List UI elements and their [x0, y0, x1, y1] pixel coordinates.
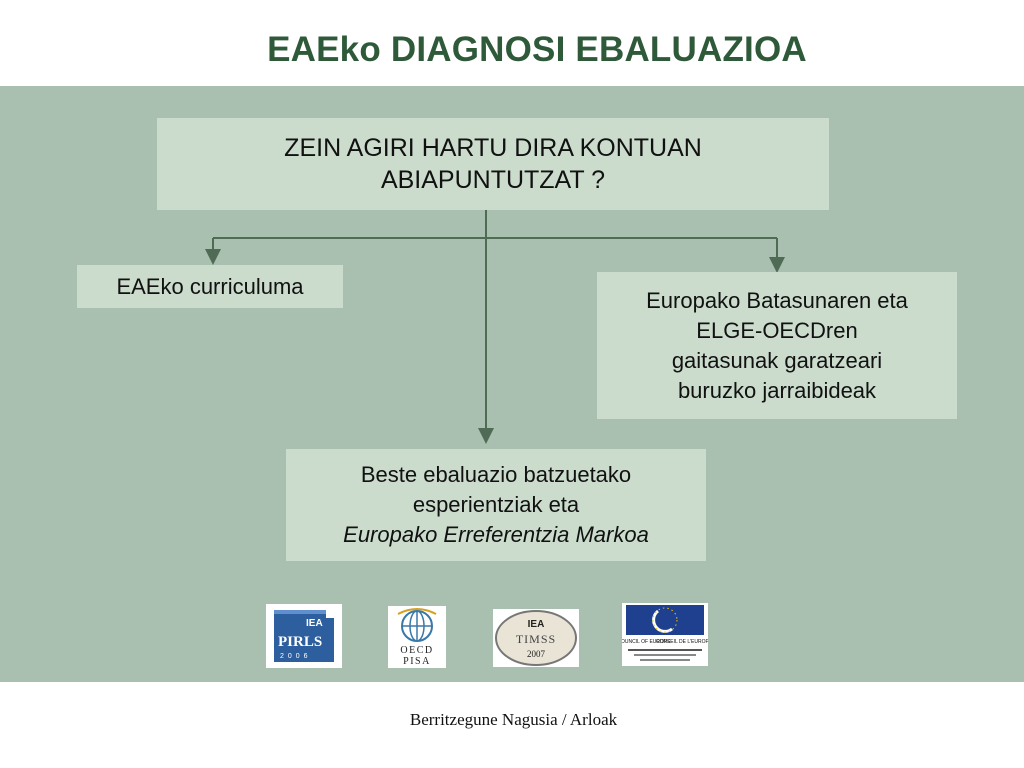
source-europe-line-2: ELGE-OECDren	[696, 317, 858, 343]
council-of-europe-logo	[622, 603, 708, 666]
source-other-line-2: esperientziak eta	[412, 492, 580, 517]
footer-credit: Berritzegune Nagusia / Arloak	[409, 710, 618, 729]
pirls-logo	[266, 604, 342, 668]
source-box-europe	[597, 272, 957, 419]
source-box-curriculum	[77, 265, 343, 308]
timss-org: IEA	[527, 619, 545, 630]
coe-left-text: COUNCIL OF EUROPE	[622, 639, 671, 645]
source-box-other-evaluations	[286, 449, 706, 561]
oecd-pisa-logo	[388, 606, 446, 668]
page-title: EAEko DIAGNOSI EBALUAZIOA	[267, 30, 807, 69]
pirls-org: IEA	[306, 618, 323, 629]
pirls-year: 2006	[280, 653, 312, 660]
timss-logo	[493, 609, 579, 667]
pirls-name: PIRLS	[278, 634, 323, 650]
timss-year: 2007	[527, 649, 545, 659]
source-europe-line-1: Europako Batasunaren eta	[646, 287, 908, 313]
coe-right-text: CONSEIL DE L'EUROPE	[655, 639, 708, 645]
question-line-1: ZEIN AGIRI HARTU DIRA KONTUAN	[284, 134, 702, 162]
oecd-line-1: OECD	[400, 645, 434, 656]
question-line-2: ABIAPUNTUTZAT ?	[380, 166, 606, 194]
question-box	[157, 118, 829, 210]
timss-name: TIMSS	[515, 632, 557, 646]
oecd-line-2: PISA	[403, 656, 431, 667]
source-europe-line-4: buruzko jarraibideak	[677, 377, 877, 403]
source-curriculum-label: EAEko curriculuma	[116, 273, 304, 299]
source-other-line-1: Beste ebaluazio batzuetako	[360, 462, 632, 487]
source-other-line-3: Europako Erreferentzia Markoa	[343, 522, 649, 547]
source-europe-line-3: gaitasunak garatzeari	[671, 347, 883, 373]
